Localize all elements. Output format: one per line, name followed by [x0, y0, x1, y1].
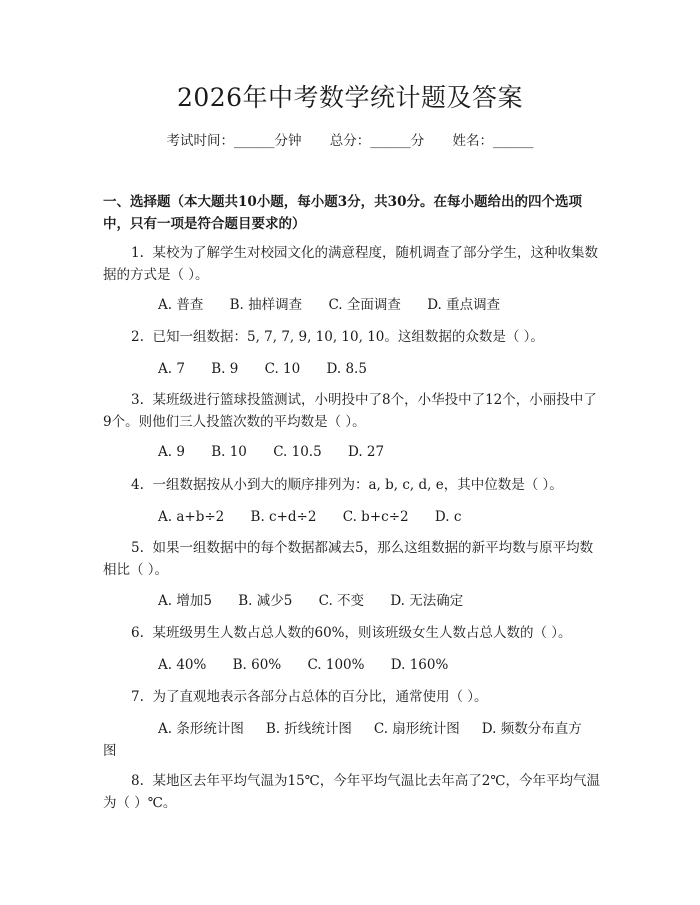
- option-c: C. 10.5: [273, 444, 322, 460]
- option-a: A. 9: [158, 444, 185, 460]
- question-number: 3.: [131, 392, 144, 408]
- question-number: 2.: [131, 329, 144, 345]
- exam-meta: [0, 131, 700, 151]
- question-1: [103, 242, 600, 286]
- option-d: D. 8.5: [326, 361, 367, 377]
- option-c: C. 扇形统计图: [373, 721, 460, 737]
- question-6: [103, 622, 600, 644]
- option-d: D. 27: [348, 444, 385, 460]
- question-number: 7.: [131, 689, 144, 705]
- option-d: D. c: [434, 509, 462, 525]
- question-5-options: [103, 590, 600, 612]
- question-text: 为了直观地表示各部分占总体的百分比，通常使用（ ）。: [152, 689, 488, 705]
- option-c: C. 10: [264, 361, 301, 377]
- question-text: 某班级进行篮球投篮测试，小明投中了8个，小华投中了12个，小丽投中了9个。则他们三人投篮次数的平均数是（ ）。: [103, 392, 597, 430]
- option-b: B. 折线统计图: [265, 721, 352, 737]
- option-a: A. 增加5: [158, 593, 212, 609]
- option-b: B. 9: [211, 361, 239, 377]
- question-text: 某地区去年平均气温为15℃，今年平均气温比去年高了2℃，今年平均气温为（ ）℃。: [103, 773, 600, 811]
- option-b: B. 减少5: [238, 593, 293, 609]
- question-text: 如果一组数据中的每个数据都减去5，那么这组数据的新平均数与原平均数相比（ ）。: [103, 540, 594, 578]
- question-number: 5.: [131, 540, 144, 556]
- option-d: D. 频数分布直方图: [103, 721, 582, 759]
- question-1-options: [103, 294, 600, 316]
- question-text: 一组数据按从小到大的顺序排列为：a, b, c, d, e，其中位数是（ ）。: [152, 477, 563, 493]
- option-a: A. 7: [158, 361, 185, 377]
- page-title: 2026年中考数学统计题及答案: [176, 83, 524, 112]
- option-b: B. 抽样调查: [229, 297, 303, 313]
- option-d: D. 160%: [390, 657, 449, 673]
- option-d: D. 重点调查: [427, 297, 501, 313]
- student-name: 姓名：______: [452, 133, 534, 149]
- option-a: A. 普查: [158, 297, 204, 313]
- question-6-options: [103, 654, 600, 676]
- question-7-options: [103, 718, 600, 762]
- question-3: [103, 389, 600, 433]
- question-3-options: [103, 441, 600, 463]
- option-b: B. 10: [211, 444, 247, 460]
- question-number: 4.: [131, 477, 144, 493]
- option-b: B. c+d÷2: [250, 509, 317, 525]
- option-c: C. 100%: [307, 657, 365, 673]
- option-a: A. 40%: [158, 657, 207, 673]
- question-5: [103, 537, 600, 581]
- question-7: [103, 686, 600, 708]
- section-heading: 一、选择题（本大题共10小题，每小题3分，共30分。在每小题给出的四个选项中，只有一项是符合题目要求的）: [103, 194, 582, 232]
- question-2: [103, 326, 600, 348]
- option-c: C. 全面调查: [328, 297, 401, 313]
- option-d: D. 无法确定: [390, 593, 464, 609]
- question-4-options: [103, 506, 600, 528]
- option-c: C. b+c÷2: [342, 509, 409, 525]
- question-number: 1.: [131, 245, 144, 261]
- question-text: 某校为了解学生对校园文化的满意程度，随机调查了部分学生，这种收集数据的方式是（ ）。: [103, 245, 598, 283]
- question-8: [103, 770, 600, 814]
- exam-time: 考试时间：______分钟: [166, 133, 302, 149]
- option-b: B. 60%: [232, 657, 282, 673]
- question-4: [103, 474, 600, 496]
- option-a: A. a+b÷2: [158, 509, 225, 525]
- question-2-options: [103, 358, 600, 380]
- question-number: 8.: [131, 773, 144, 789]
- question-text: 已知一组数据：5, 7, 7, 9, 10, 10, 10。这组数据的众数是（ ）。: [152, 329, 544, 345]
- question-text: 某班级男生人数占总人数的60%，则该班级女生人数占总人数的（ ）。: [152, 625, 572, 641]
- question-number: 6.: [131, 625, 144, 641]
- exam-total-score: 总分：______分: [329, 133, 425, 149]
- option-a: A. 条形统计图: [158, 721, 244, 737]
- option-c: C. 不变: [318, 593, 365, 609]
